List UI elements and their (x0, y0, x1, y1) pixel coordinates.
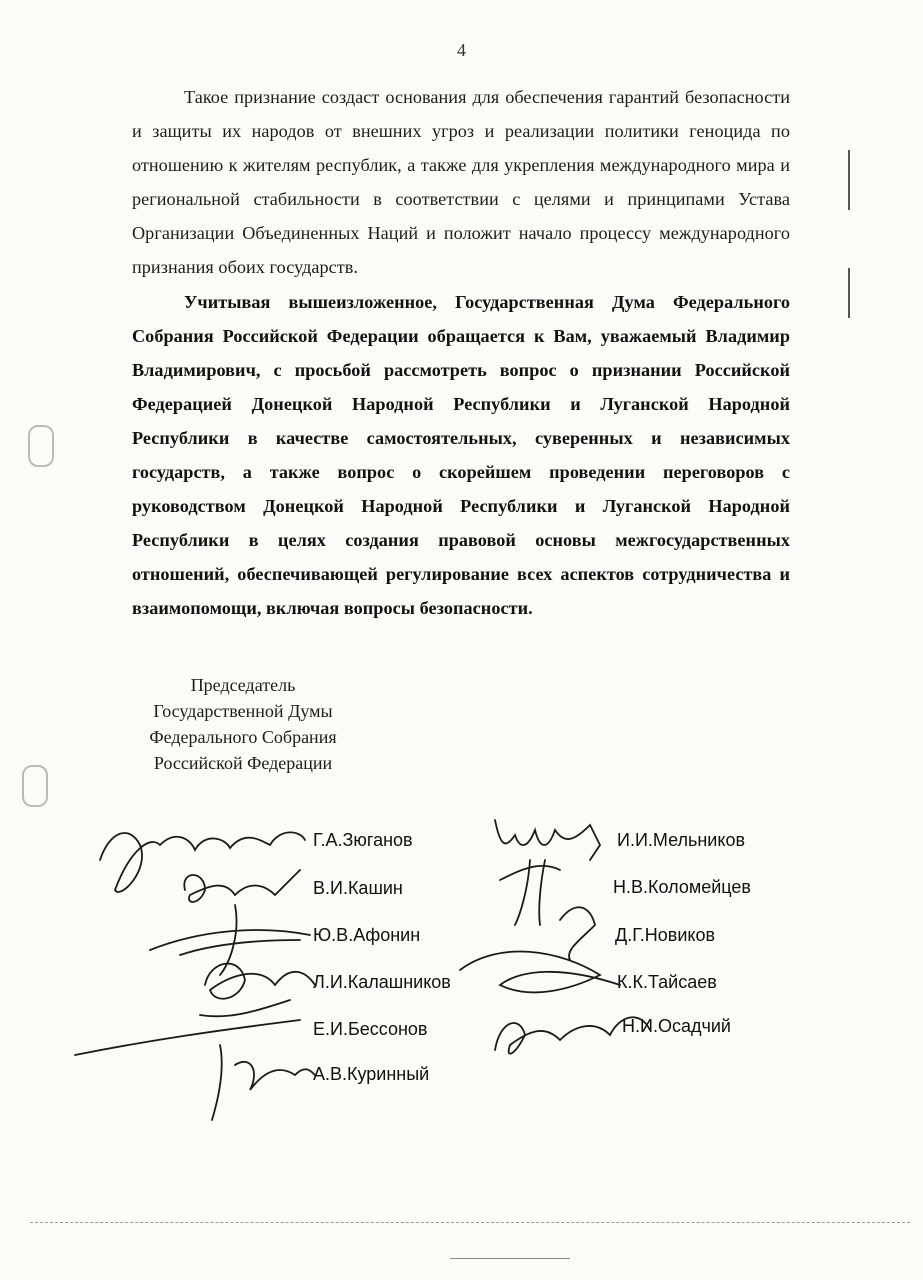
paragraph-recognition-grounds: Такое признание создаст основания для обеспечения гарантий безопасности и защиты их народов от внешних угроз и реализации политики геноцида по отношению к жителям республик, а также для укрепления международного мира и региональной стабильности в соответствии с целями и принципами Устава Организации Объединенных Наций и положит начало процессу международного признания обоих государств. (132, 87, 790, 277)
signatory-name: И.И.Мельников (617, 830, 746, 850)
binder-hole-mark (22, 765, 48, 807)
scan-bottom-edge (30, 1222, 910, 1225)
chairman-title-line: Российской Федерации (153, 753, 333, 773)
page-number: 4 (457, 40, 466, 60)
chairman-title-line: Государственной Думы (153, 701, 333, 721)
binder-hole-mark (28, 425, 54, 467)
chairman-title-line: Председатель (190, 675, 296, 695)
signatory-name: Д.Г.Новиков (615, 925, 716, 945)
signatory-name: К.К.Тайсаев (617, 972, 717, 992)
scan-edge-line (848, 268, 850, 318)
signatory-name: А.В.Куринный (313, 1064, 430, 1084)
signatory-name: В.И.Кашин (313, 878, 403, 898)
signatory-name: Н.И.Осадчий (622, 1016, 731, 1036)
signatory-name: Г.А.Зюганов (313, 830, 413, 850)
letter-body (132, 80, 790, 626)
scan-edge-line (848, 150, 850, 210)
signatory-name: Е.И.Бессонов (313, 1019, 428, 1039)
scan-bottom-mark (450, 1258, 570, 1259)
signatory-name: Л.И.Калашников (313, 972, 451, 992)
signatory-name: Н.В.Коломейцев (613, 877, 751, 897)
paragraph-request: Учитывая вышеизложенное, Государственная Дума Федерального Собрания Российской Федерации обращается к Вам, уважаемый Владимир Владимирович, с просьбой рассмотреть вопрос о признании Российской Федерацией Донецкой Народной Республики и Луганской Народной Республики в качестве самостоятельных, суверенных и независимых государств, а также вопрос о скорейшем проведении переговоров с руководством Донецкой Народной Республики и Луганской Народной Республики в целях создания правовой основы межгосударственных отношений, обеспечивающей регулирование всех аспектов сотрудничества и взаимопомощи, включая вопросы безопасности. (132, 292, 790, 618)
signatory-name: Ю.В.Афонин (313, 925, 421, 945)
chairman-title-block (118, 672, 368, 776)
chairman-title-line: Федерального Собрания (149, 727, 337, 747)
